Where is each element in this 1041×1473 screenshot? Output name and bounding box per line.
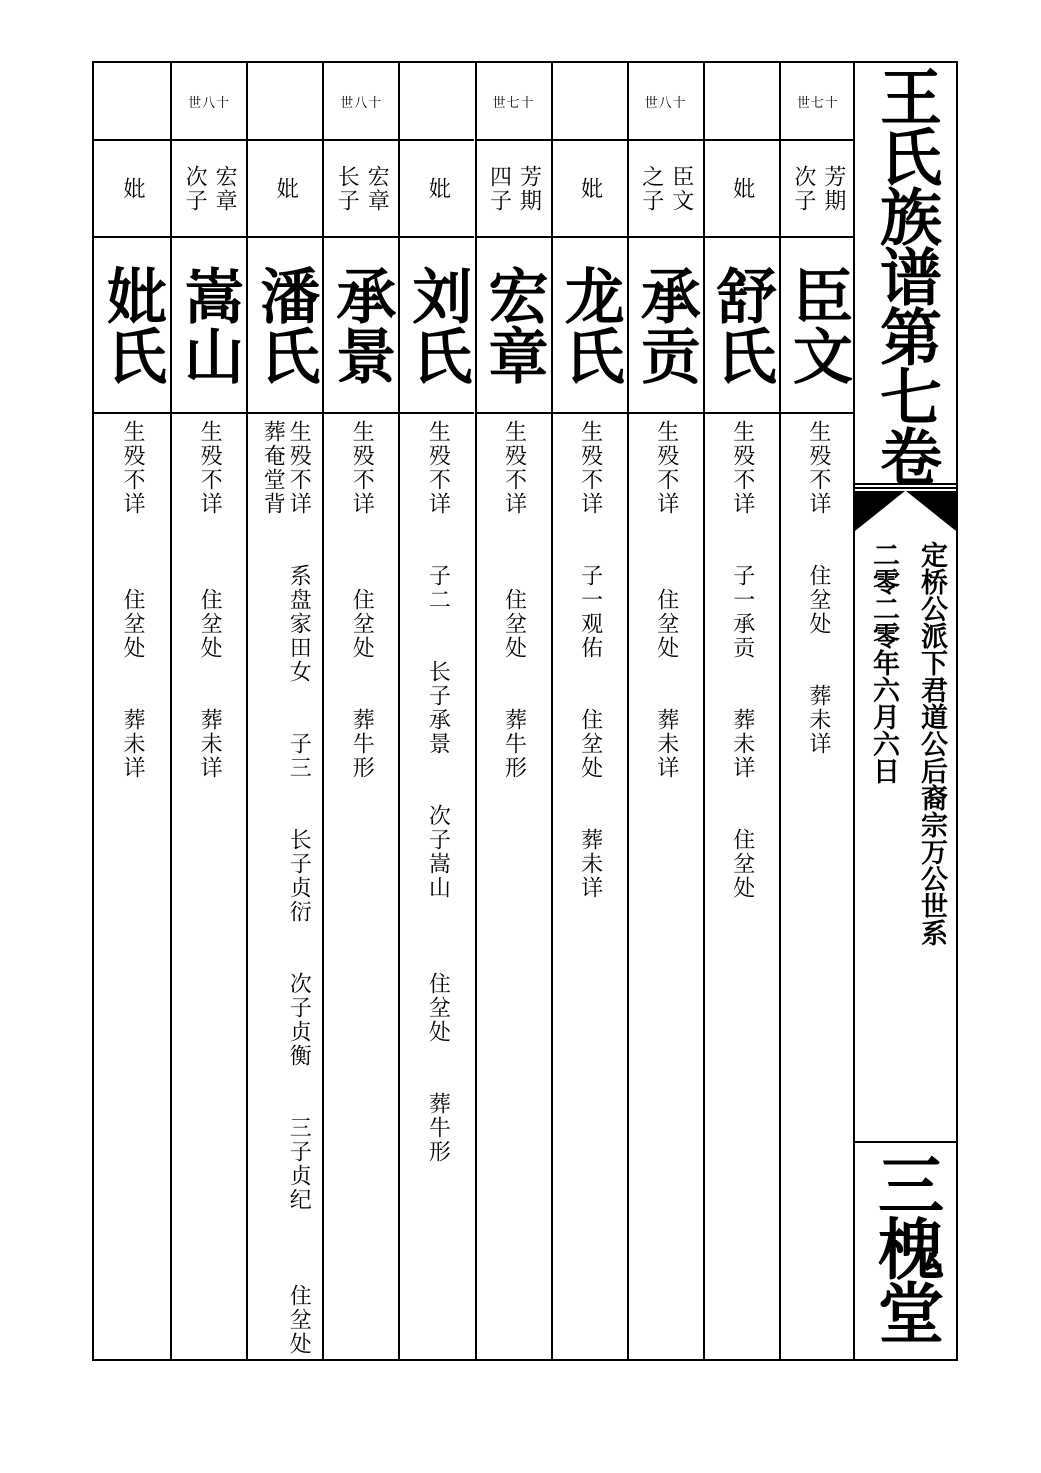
description-cell <box>781 414 855 1359</box>
hall-name: 三槐堂 <box>866 1151 945 1343</box>
genealogy-column <box>94 63 170 1359</box>
name-cell <box>248 238 322 414</box>
person-name: 龙氏 <box>554 265 625 385</box>
person-name: 刘氏 <box>402 265 473 385</box>
relation-cell <box>324 141 398 238</box>
generation-cell <box>705 63 779 141</box>
person-description: 生殁不详 子一观佑 住坌处 葬未详 <box>577 420 603 900</box>
description-cell <box>324 414 398 1359</box>
generation-label: 世七十 <box>796 95 839 111</box>
person-name: 宏章 <box>478 265 549 385</box>
relation-label: 宏章 长子 <box>334 164 390 213</box>
name-cell <box>324 238 398 414</box>
person-name: 妣氏 <box>97 265 167 385</box>
relation-cell <box>400 141 474 238</box>
generation-cell <box>172 63 246 141</box>
generation-cell <box>477 63 551 141</box>
name-cell <box>781 238 855 414</box>
name-cell <box>400 238 474 414</box>
relation-cell <box>172 141 246 238</box>
description-cell <box>477 414 551 1359</box>
description-cell <box>629 414 703 1359</box>
name-cell <box>477 238 551 414</box>
description-cell <box>705 414 779 1359</box>
name-cell <box>172 238 246 414</box>
name-cell <box>553 238 627 414</box>
genealogy-column <box>170 63 246 1359</box>
person-description: 生殁不详 住坌处 葬未详 <box>653 420 679 780</box>
genealogy-column <box>246 63 322 1359</box>
chevron-ornament-icon <box>855 491 956 547</box>
relation-label: 妣 <box>425 176 451 201</box>
person-name: 承贡 <box>630 265 701 385</box>
genealogy-column <box>322 63 398 1359</box>
relation-label: 妣 <box>120 176 145 201</box>
page-title: 王氏族谱第七卷 <box>869 65 943 485</box>
relation-label: 妣 <box>729 176 755 201</box>
name-cell <box>94 238 170 414</box>
description-cell <box>553 414 627 1359</box>
generation-cell <box>94 63 170 141</box>
generation-label: 世七十 <box>492 95 535 111</box>
genealogy-table <box>92 61 855 1361</box>
person-description: 生殁不详 住坌处 葬牛形 <box>501 420 527 780</box>
person-name: 潘氏 <box>250 265 321 385</box>
title-panel <box>855 61 958 1361</box>
relation-label: 妣 <box>577 176 603 201</box>
relation-cell <box>705 141 779 238</box>
branch-lineage: 定桥公派下君道公后裔宗万公世系 <box>916 541 947 946</box>
relation-label: 宏章 次子 <box>182 164 238 213</box>
person-name: 承景 <box>326 265 397 385</box>
genealogy-column <box>551 63 627 1359</box>
genealogy-column <box>779 63 855 1359</box>
generation-label: 世八十 <box>340 95 383 111</box>
person-name: 臣文 <box>782 265 853 385</box>
generation-cell <box>248 63 322 141</box>
person-description: 生殁不详 子一承贡 葬未详 住坌处 <box>729 420 755 900</box>
generation-label: 世八十 <box>644 95 687 111</box>
relation-cell <box>781 141 855 238</box>
description-cell <box>400 414 474 1359</box>
relation-cell <box>94 141 170 238</box>
description-cell <box>172 414 246 1359</box>
person-description: 生殁不详 住坌处 葬未详 <box>197 420 223 780</box>
person-name: 舒氏 <box>706 265 777 385</box>
generation-label: 世八十 <box>188 95 231 111</box>
relation-cell <box>248 141 322 238</box>
description-cell <box>248 414 322 1359</box>
person-description: 生殁不详 住坌处 葬未详 <box>805 420 831 756</box>
person-description: 生殁不详 子二 长子承景 次子嵩山 住坌处 葬牛形 <box>425 420 451 1164</box>
hall-divider <box>855 1141 956 1143</box>
relation-cell <box>629 141 703 238</box>
genealogy-column <box>703 63 779 1359</box>
person-description: 生殁不详 住坌处 葬未详 <box>120 420 145 780</box>
genealogy-column <box>398 63 474 1359</box>
relation-cell <box>553 141 627 238</box>
relation-label: 妣 <box>273 176 299 201</box>
name-cell <box>629 238 703 414</box>
relation-cell <box>477 141 551 238</box>
person-description: 生殁不详 住坌处 葬牛形 <box>349 420 375 780</box>
genealogy-column <box>475 63 551 1359</box>
generation-cell <box>781 63 855 141</box>
generation-cell <box>553 63 627 141</box>
generation-cell <box>400 63 474 141</box>
genealogy-column <box>627 63 703 1359</box>
person-name: 嵩山 <box>174 265 245 385</box>
compile-date: 二零二零年六月六日 <box>868 541 899 784</box>
generation-cell <box>324 63 398 141</box>
generation-cell <box>629 63 703 141</box>
title-divider <box>855 483 956 489</box>
relation-label: 芳期 四子 <box>486 164 542 213</box>
relation-label: 臣文 之子 <box>638 164 694 213</box>
person-description: 生殁不详 系盘家田女 子三 长子贞衍 次子贞衡 三子贞纪 住坌处 葬奄堂背 <box>260 420 312 1356</box>
name-cell <box>705 238 779 414</box>
relation-label: 芳期 次子 <box>790 164 846 213</box>
description-cell <box>94 414 170 1359</box>
